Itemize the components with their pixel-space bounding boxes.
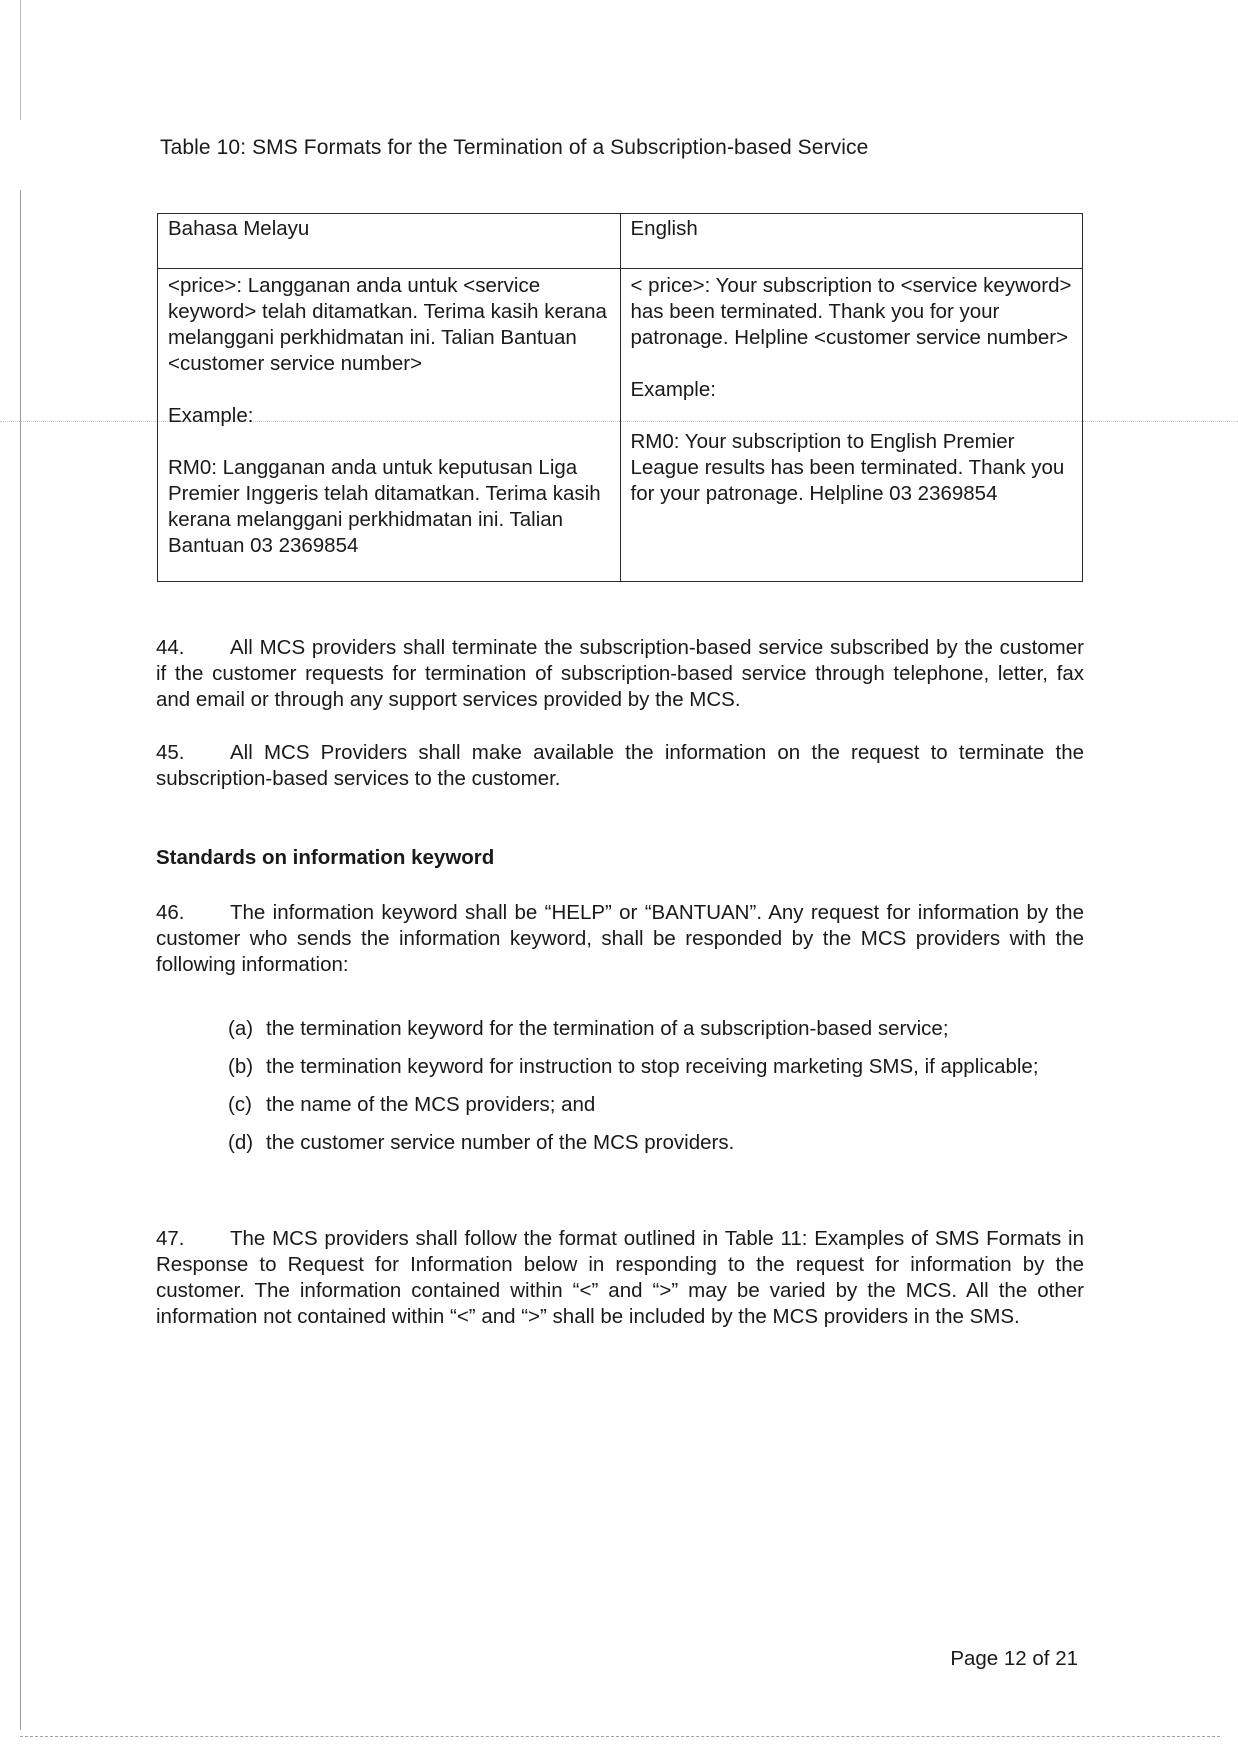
paragraph-46 (156, 900, 1084, 978)
english-example-label: Example: (630, 378, 716, 401)
table-header-row (158, 214, 1083, 269)
scan-edge-artifact (20, 1736, 1220, 1737)
list-item-label: (c) (228, 1093, 252, 1116)
sms-format-table (157, 213, 1083, 582)
english-template: < price>: Your subscription to <service keyword> has been terminated. Thank you for your patronage. Helpline <customer service number> (630, 274, 1072, 349)
malay-example-label: Example: (168, 404, 254, 427)
paragraph-text: The information keyword shall be “HELP” or “BANTUAN”. Any request for information by the customer who sends the information keyword, shall be responded by the MCS providers with the following information: (156, 901, 1084, 976)
paragraph-number: 44. (156, 636, 185, 659)
cell-malay (158, 269, 621, 582)
section-heading: Standards on information keyword (156, 846, 495, 869)
list-item-label: (a) (228, 1017, 254, 1040)
list-item-label: (b) (228, 1055, 254, 1078)
list-item (228, 1016, 1084, 1042)
list-item-text: the termination keyword for instruction to stop receiving marketing SMS, if applicable; (266, 1055, 1039, 1078)
list-item-text: the termination keyword for the termination of a subscription-based service; (266, 1017, 949, 1040)
paragraph-text: All MCS providers shall terminate the subscription-based service subscribed by the customer if the customer requests for termination of subscription-based service through telephone, letter, fax and email or through any support services provided by the MCS. (156, 636, 1084, 711)
list-item-text: the customer service number of the MCS providers. (266, 1131, 735, 1154)
paragraph-number: 47. (156, 1227, 185, 1250)
paragraph-47 (156, 1226, 1084, 1330)
list-item-label: (d) (228, 1131, 254, 1154)
paragraph-number: 46. (156, 901, 185, 924)
scan-edge-artifact (20, 0, 21, 120)
header-malay: Bahasa Melayu (158, 214, 621, 269)
paragraph-45 (156, 740, 1084, 792)
paragraph-number: 45. (156, 741, 185, 764)
header-english: English (620, 214, 1083, 269)
page-number: Page 12 of 21 (950, 1647, 1078, 1670)
malay-template: <price>: Langganan anda untuk <service keyword> telah ditamatkan. Terima kasih kerana melanggani perkhidmatan ini. Talian Bantuan <customer service number> (168, 274, 607, 375)
list-item (228, 1092, 1084, 1118)
paragraph-44 (156, 635, 1084, 713)
english-example: RM0: Your subscription to English Premier League results has been terminated. Thank you for your patronage. Helpline 03 2369854 (630, 430, 1065, 505)
list-item-text: the name of the MCS providers; and (266, 1093, 596, 1116)
paragraph-text: All MCS Providers shall make available the information on the request to terminate the subscription-based services to the customer. (156, 741, 1084, 790)
list-item (228, 1054, 1084, 1080)
information-list (228, 1016, 1084, 1168)
table-row (158, 269, 1083, 582)
cell-english (620, 269, 1083, 582)
list-item (228, 1130, 1084, 1156)
paragraph-text: The MCS providers shall follow the format outlined in Table 11: Examples of SMS Formats in Response to Request for Information below in responding to the request for information by the customer. The information contained within “<” and “>” may be varied by the MCS. All the other information not contained within “<” and “>” shall be included by the MCS providers in the SMS. (156, 1227, 1084, 1328)
malay-example: RM0: Langganan anda untuk keputusan Liga Premier Inggeris telah ditamatkan. Terima kasih kerana melanggani perkhidmatan ini. Talian Bantuan 03 2369854 (168, 456, 601, 557)
table-caption: Table 10: SMS Formats for the Termination of a Subscription-based Service (160, 136, 869, 159)
